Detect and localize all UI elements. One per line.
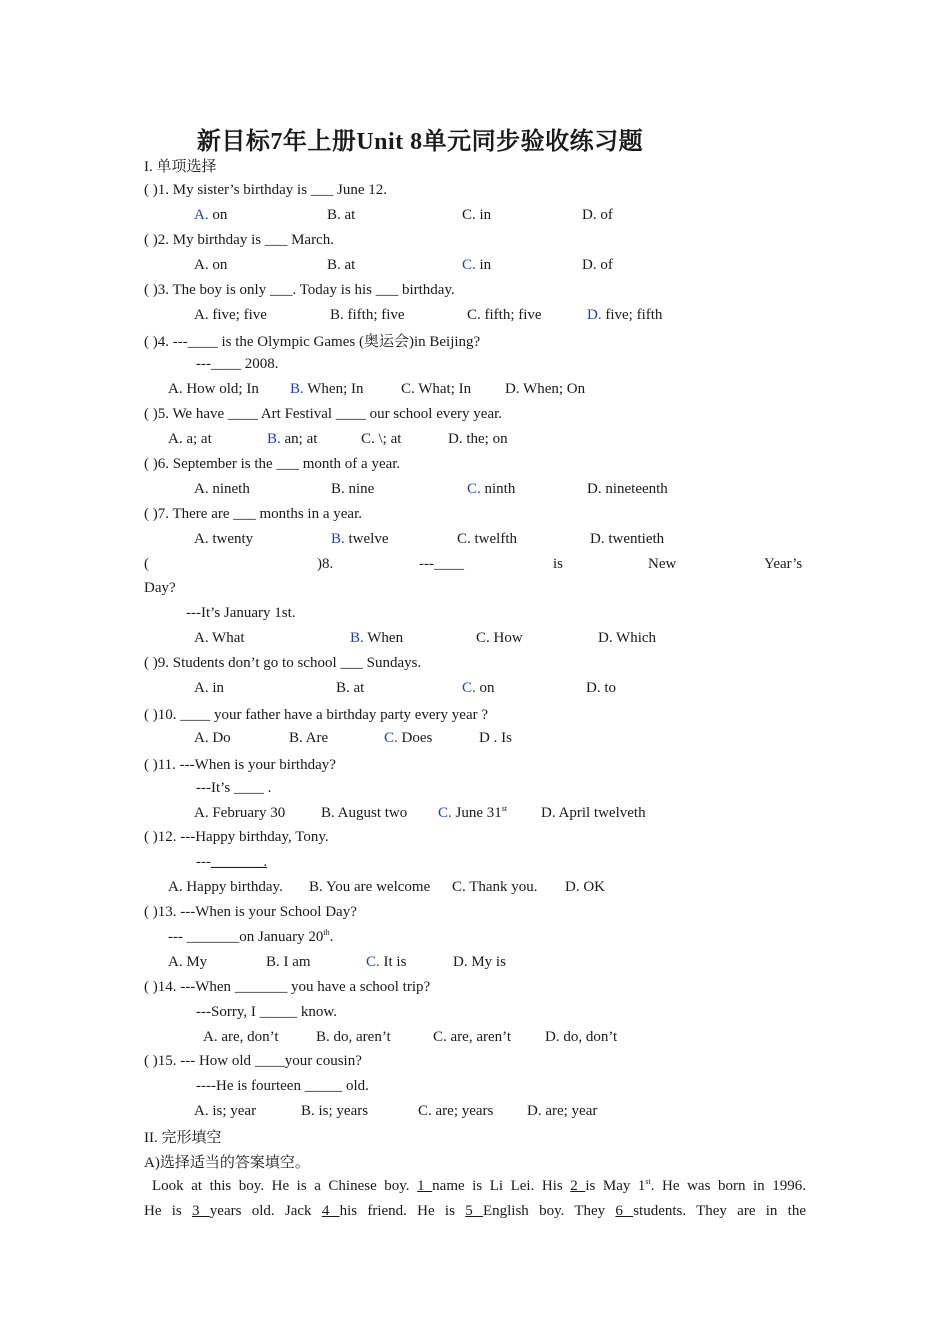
q10-option-a: A. Do xyxy=(194,730,231,746)
q11-option-c: C. June 31st xyxy=(438,804,508,821)
q6-option-a: A. nineth xyxy=(194,481,250,497)
page-title: 新目标7年上册Unit 8单元同步验收练习题 xyxy=(196,129,644,155)
question-4-line2: ---____ 2008. xyxy=(196,356,279,372)
q15-option-c: C. are; years xyxy=(418,1103,494,1119)
q12-option-d: D. OK xyxy=(565,879,605,895)
q6-option-d: D. nineteenth xyxy=(587,481,668,497)
q4-option-c: C. What; In xyxy=(401,381,472,397)
answer-marker: C. xyxy=(366,954,380,970)
q8-option-b: B. When xyxy=(350,630,404,646)
question-8-number: )8. xyxy=(317,556,334,572)
q14-option-a: A. are, don’t xyxy=(203,1029,279,1045)
q8-option-d: D. Which xyxy=(598,630,657,646)
q4-option-a: A. How old; In xyxy=(168,381,259,397)
q10-option-d: D . Is xyxy=(479,730,512,746)
question-8-word-new: New xyxy=(648,556,677,572)
blank-2: 2 xyxy=(570,1178,586,1194)
question-1: ( )1. My sister’s birthday is ___ June 12. xyxy=(144,182,388,198)
passage-line-2: He is 3 years old. Jack 4 his friend. He is 5 English boy. They 6 students. They are in the xyxy=(144,1203,807,1219)
question-8-word-years: Year’s xyxy=(764,556,803,572)
q5-option-d: D. the; on xyxy=(448,431,508,447)
q13-option-b: B. I am xyxy=(266,954,311,970)
q1-option-d: D. of xyxy=(582,207,613,223)
question-5: ( )5. We have ____ Art Festival ____ our school every year. xyxy=(144,406,503,422)
q13-option-d: D. My is xyxy=(453,954,506,970)
question-8-paren: ( xyxy=(144,556,149,572)
answer-marker: C. xyxy=(462,257,476,273)
q3-option-b: B. fifth; five xyxy=(330,307,405,323)
q3-option-c: C. fifth; five xyxy=(467,307,542,323)
question-15-line2: ----He is fourteen _____ old. xyxy=(196,1078,369,1094)
answer-marker: B. xyxy=(350,630,364,646)
q2-option-a: A. on xyxy=(194,257,228,273)
question-14: ( )14. ---When _______ you have a school trip? xyxy=(144,979,431,995)
question-8-line2: Day? xyxy=(144,580,176,596)
q4-option-d: D. When; On xyxy=(505,381,586,397)
q15-option-b: B. is; years xyxy=(301,1103,369,1119)
q12-option-c: C. Thank you. xyxy=(452,879,538,895)
answer-marker: C. xyxy=(462,680,476,696)
question-12: ( )12. ---Happy birthday, Tony. xyxy=(144,829,329,845)
q5-option-a: A. a; at xyxy=(168,431,212,447)
q6-option-c: C. ninth xyxy=(467,481,516,497)
q10-option-c: C. Does xyxy=(384,730,433,746)
question-15: ( )15. --- How old ____your cousin? xyxy=(144,1053,362,1069)
q9-option-c: C. on xyxy=(462,680,495,696)
passage-line-1: Look at this boy. He is a Chinese boy. 1 name is Li Lei. His 2 is May 1st. He was born in 1996. xyxy=(152,1177,806,1194)
blank-3: 3 xyxy=(192,1203,210,1219)
answer-marker: A. xyxy=(194,207,209,223)
q5-option-c: C. \; at xyxy=(361,431,402,447)
blank-4: 4 xyxy=(321,1203,340,1219)
question-2: ( )2. My birthday is ___ March. xyxy=(144,232,334,248)
q11-option-a: A. February 30 xyxy=(194,805,286,821)
question-13: ( )13. ---When is your School Day? xyxy=(144,904,357,920)
q4-option-b: B. When; In xyxy=(290,381,364,397)
q2-option-c: C. in xyxy=(462,257,492,273)
q14-option-b: B. do, aren’t xyxy=(316,1029,391,1045)
q5-option-b: B. an; at xyxy=(267,431,318,447)
q12-option-a: A. Happy birthday. xyxy=(168,879,283,895)
q15-option-a: A. is; year xyxy=(194,1103,257,1119)
q12-option-b: B. You are welcome xyxy=(309,879,431,895)
q7-option-b: B. twelve xyxy=(331,531,389,547)
q9-option-a: A. in xyxy=(194,680,224,696)
q9-option-b: B. at xyxy=(336,680,365,696)
answer-marker: C. xyxy=(384,730,398,746)
q7-option-a: A. twenty xyxy=(194,531,254,547)
answer-marker: B. xyxy=(267,431,281,447)
q3-option-d: D. five; fifth xyxy=(587,307,663,323)
answer-marker: B. xyxy=(290,381,304,397)
section-subheading-cloze-a: A)选择适当的答案填空。 xyxy=(144,1155,310,1171)
answer-marker: C. xyxy=(438,805,452,821)
question-8-line3: ---It’s January 1st. xyxy=(186,605,296,621)
blank-1: 1 xyxy=(417,1178,433,1194)
q8-option-a: A. What xyxy=(194,630,245,646)
question-8-blank: ---____ xyxy=(419,556,464,572)
question-8-word-is: is xyxy=(553,556,564,572)
answer-marker: D. xyxy=(587,307,602,323)
blank-5: 5 xyxy=(465,1203,483,1219)
q7-option-d: D. twentieth xyxy=(590,531,665,547)
q2-option-b: B. at xyxy=(327,257,356,273)
q1-option-a: A. on xyxy=(194,207,228,223)
question-11-line2: ---It’s ____ . xyxy=(196,780,272,796)
q15-option-d: D. are; year xyxy=(527,1103,598,1119)
question-9: ( )9. Students don’t go to school ___ Sundays. xyxy=(144,655,422,671)
q7-option-c: C. twelfth xyxy=(457,531,517,547)
question-13-line2: --- _______on January 20th. xyxy=(168,928,334,945)
q11-option-b: B. August two xyxy=(321,805,408,821)
q3-option-a: A. five; five xyxy=(194,307,267,323)
q14-option-c: C. are, aren’t xyxy=(433,1029,512,1045)
question-7: ( )7. There are ___ months in a year. xyxy=(144,506,362,522)
question-3: ( )3. The boy is only ___. Today is his ___ birthday. xyxy=(144,282,455,298)
question-4: ( )4. ---____ is the Olympic Games (奥运会)in Beijing? xyxy=(144,334,481,350)
section-heading-multiple-choice: I. 单项选择 xyxy=(144,159,217,175)
q11-option-d: D. April twelveth xyxy=(541,805,646,821)
q13-option-c: C. It is xyxy=(366,954,407,970)
q10-option-b: B. Are xyxy=(289,730,329,746)
q14-option-d: D. do, don’t xyxy=(545,1029,618,1045)
blank-6: 6 xyxy=(615,1203,634,1219)
q9-option-d: D. to xyxy=(586,680,616,696)
q8-option-c: C. How xyxy=(476,630,523,646)
answer-marker: C. xyxy=(467,481,481,497)
question-10: ( )10. ____ your father have a birthday party every year ? xyxy=(144,707,489,723)
q1-option-c: C. in xyxy=(462,207,492,223)
q13-option-a: A. My xyxy=(168,954,208,970)
question-6: ( )6. September is the ___ month of a year. xyxy=(144,456,401,472)
q6-option-b: B. nine xyxy=(331,481,375,497)
question-11: ( )11. ---When is your birthday? xyxy=(144,757,336,773)
question-14-line2: ---Sorry, I _____ know. xyxy=(196,1004,337,1020)
question-12-line2: ---_______. xyxy=(196,854,268,870)
q1-option-b: B. at xyxy=(327,207,356,223)
answer-marker: B. xyxy=(331,531,345,547)
section-heading-cloze: II. 完形填空 xyxy=(144,1130,222,1146)
q2-option-d: D. of xyxy=(582,257,613,273)
